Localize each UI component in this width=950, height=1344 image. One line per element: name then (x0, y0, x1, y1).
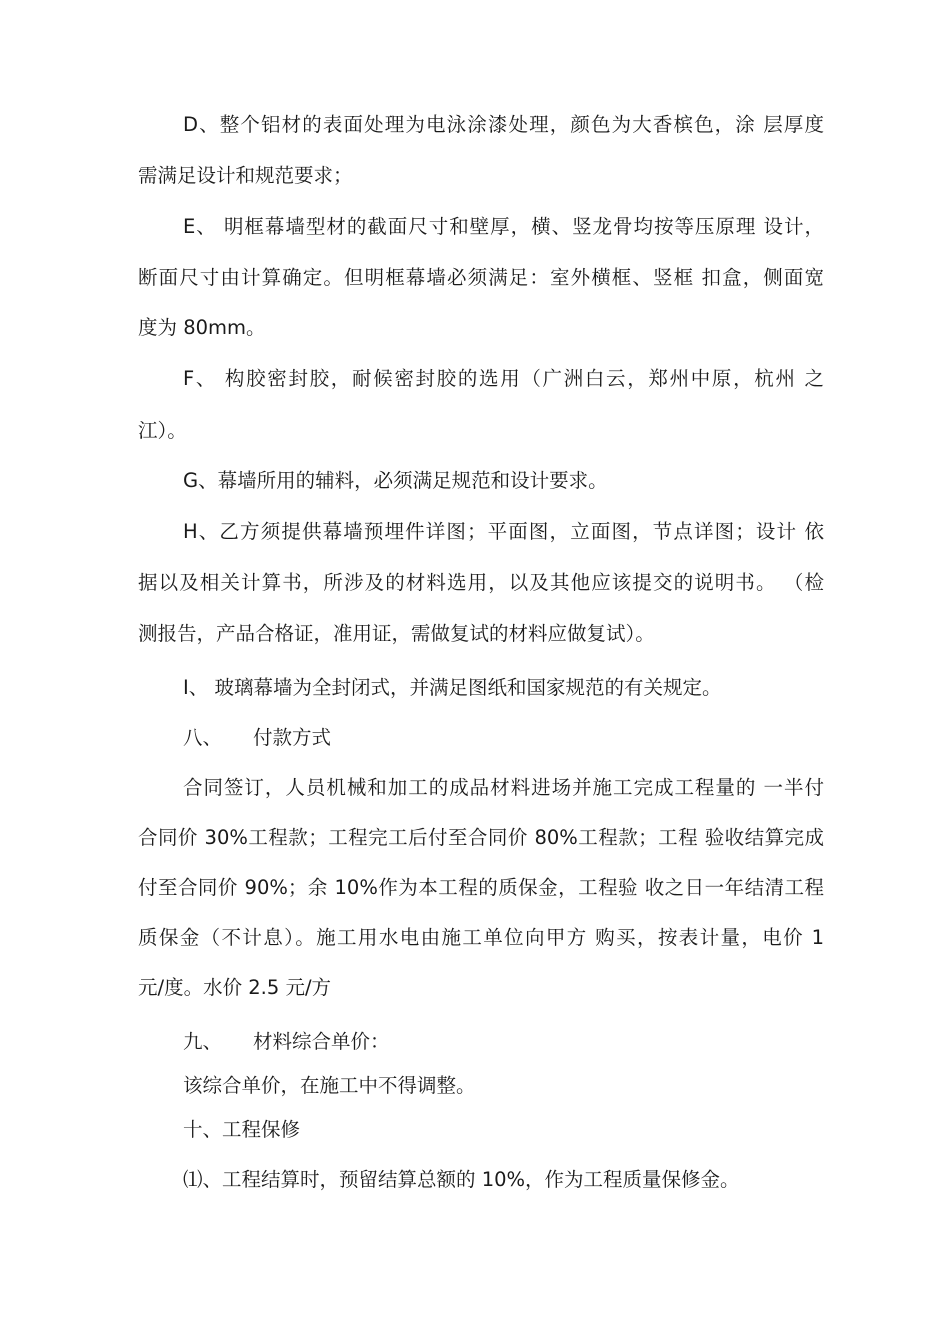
clause-d-line-1: D、整个铝材的表面处理为电泳涂漆处理，颜色为大香槟色，涂 层厚度 (183, 113, 824, 136)
clause-g-line-1: G、幕墙所用的辅料，必须满足规范和设计要求。 (183, 469, 608, 492)
payment-line-1: 合同签订，人员机械和加工的成品材料进场并施工完成工程量的 一半付 (183, 776, 824, 799)
warranty-item-1: ⑴、工程结算时，预留结算总额的 10%，作为工程质量保修金。 (183, 1168, 740, 1191)
clause-e-line-1: E、 明框幕墙型材的截面尺寸和壁厚，横、竖龙骨均按等压原理 设计， (183, 215, 824, 238)
section-9-number: 九、 (183, 1030, 223, 1053)
payment-line-2: 合同价 30%工程款；工程完工后付至合同价 80%工程款；工程 验收结算完成 (138, 826, 824, 849)
clause-e-line-2: 断面尺寸由计算确定。但明框幕墙必须满足：室外横框、竖框 扣盒，侧面宽 (138, 266, 824, 289)
section-9-title: 材料综合单价： (253, 1030, 390, 1053)
clause-d-line-2: 需满足设计和规范要求； (138, 164, 353, 187)
unit-price-note: 该综合单价，在施工中不得调整。 (183, 1074, 476, 1097)
section-10-heading: 十、工程保修 (183, 1118, 301, 1141)
payment-line-4: 质保金（不计息）。施工用水电由施工单位向甲方 购买，按表计量，电价 1 (138, 926, 824, 949)
clause-h-line-2: 据以及相关计算书，所涉及的材料选用，以及其他应该提交的说明书。 （检 (138, 571, 824, 594)
clause-h-line-1: H、乙方须提供幕墙预埋件详图；平面图，立面图，节点详图；设计 依 (183, 520, 824, 543)
section-8-heading (183, 725, 331, 751)
clause-f-line-1: F、 构胶密封胶，耐候密封胶的选用（广洲白云，郑州中原，杭州 之 (183, 367, 824, 390)
section-8-number: 八、 (183, 726, 223, 749)
clause-i-line-1: I、 玻璃幕墙为全封闭式，并满足图纸和国家规范的有关规定。 (183, 676, 722, 699)
payment-line-5: 元/度。水价 2.5 元/方 (138, 976, 332, 999)
clause-f-line-2: 江）。 (138, 419, 187, 442)
clause-e-line-3: 度为 80mm。 (138, 316, 266, 339)
section-8-title: 付款方式 (253, 726, 332, 749)
section-9-heading (183, 1029, 390, 1055)
payment-line-3: 付至合同价 90%；余 10%作为本工程的质保金，工程验 收之日一年结清工程 (138, 876, 824, 899)
clause-h-line-3: 测报告，产品合格证，准用证，需做复试的材料应做复试）。 (138, 622, 655, 645)
